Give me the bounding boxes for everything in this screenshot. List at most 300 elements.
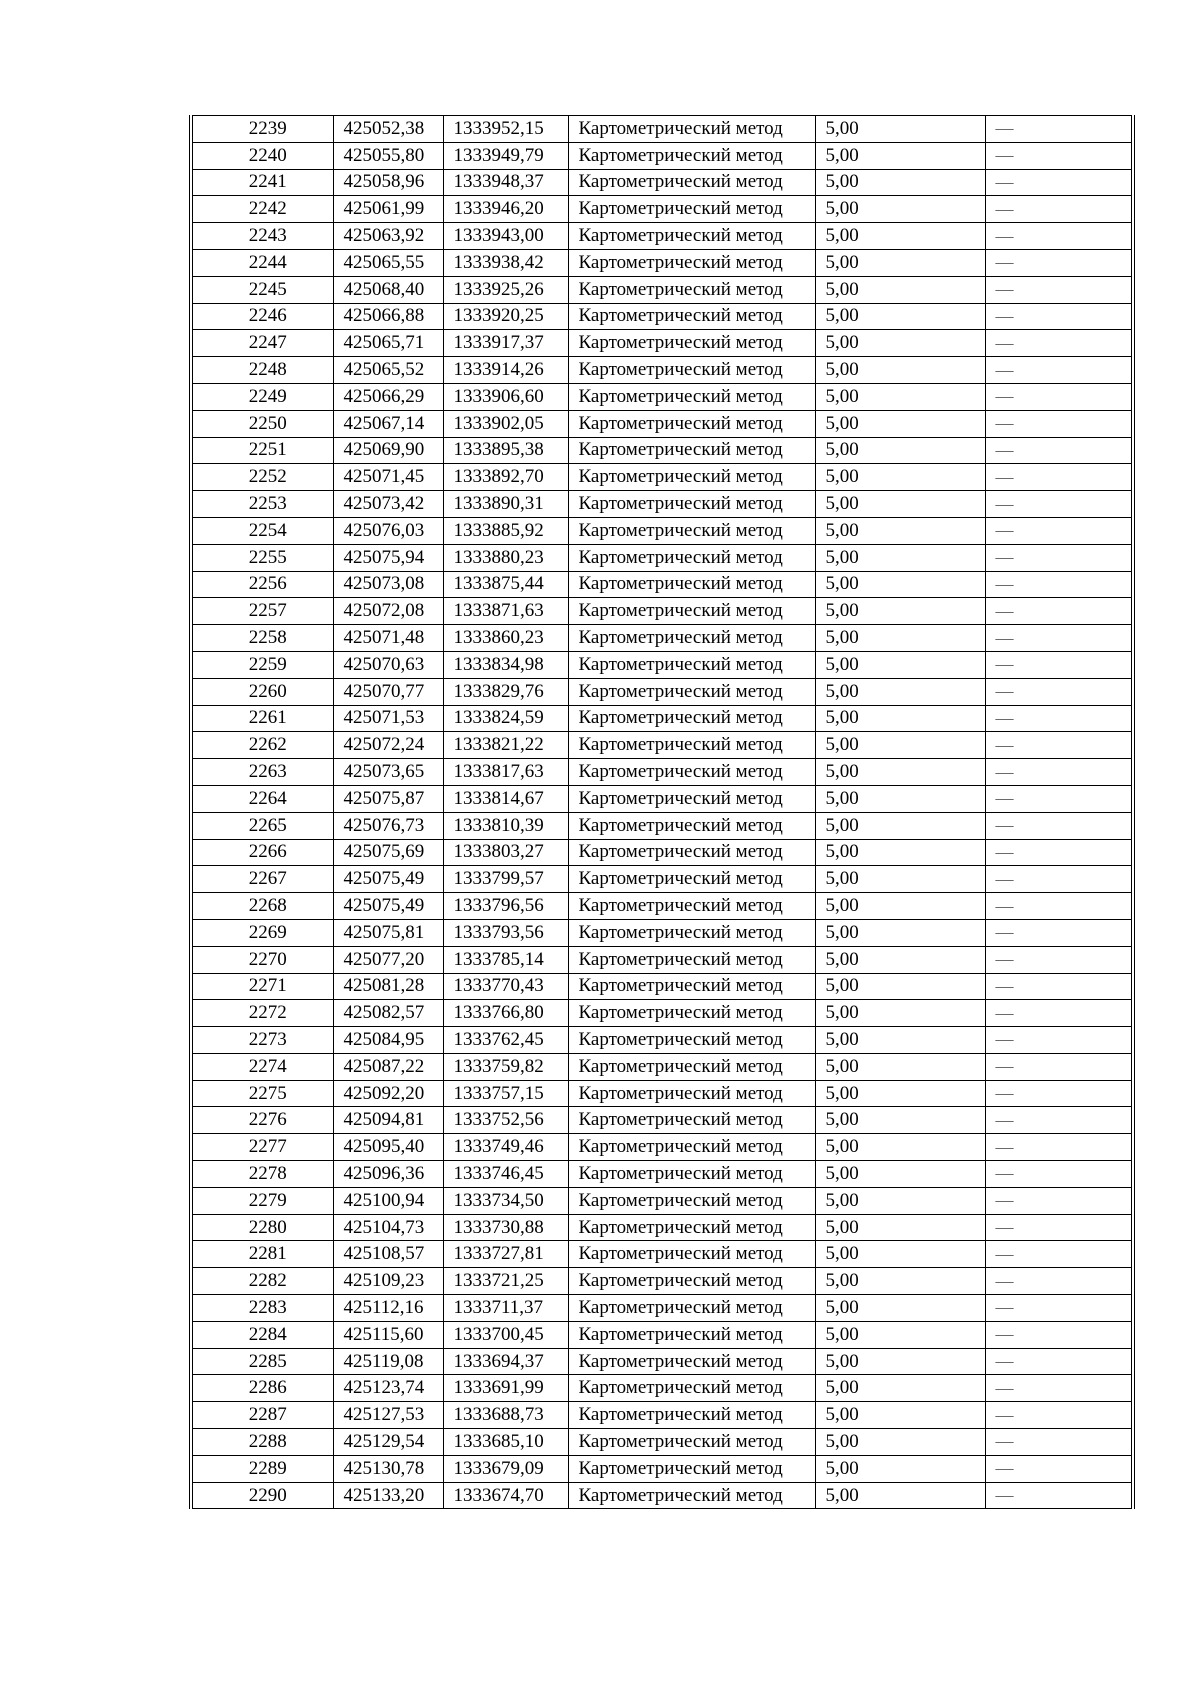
description-cell <box>985 705 1133 732</box>
accuracy-cell: 5,00 <box>815 544 985 571</box>
x-coordinate-cell: 425115,60 <box>333 1321 443 1348</box>
dash-text: — <box>995 1083 1014 1104</box>
point-number-cell: 2262 <box>191 732 333 759</box>
x-coordinate-cell: 425073,65 <box>333 759 443 786</box>
dash-text: — <box>995 332 1014 353</box>
x-coordinate-cell: 425066,29 <box>333 383 443 410</box>
point-number-cell: 2258 <box>191 625 333 652</box>
point-number-cell: 2263 <box>191 759 333 786</box>
accuracy-cell: 5,00 <box>815 491 985 518</box>
y-coordinate-cell: 1333890,31 <box>443 491 568 518</box>
table-row <box>191 732 1133 759</box>
table-row <box>191 946 1133 973</box>
y-coordinate-cell: 1333902,05 <box>443 410 568 437</box>
description-cell <box>985 651 1133 678</box>
description-cell <box>985 357 1133 384</box>
method-cell: Картометрический метод <box>568 973 815 1000</box>
accuracy-cell: 5,00 <box>815 1080 985 1107</box>
dash-text: — <box>995 734 1014 755</box>
table-row <box>191 276 1133 303</box>
table-row <box>191 1348 1133 1375</box>
accuracy-cell: 5,00 <box>815 1321 985 1348</box>
table-row <box>191 116 1133 143</box>
coordinates-table-body <box>191 116 1133 1509</box>
x-coordinate-cell: 425096,36 <box>333 1161 443 1188</box>
table-row <box>191 1187 1133 1214</box>
method-cell: Картометрический метод <box>568 1268 815 1295</box>
x-coordinate-cell: 425075,49 <box>333 893 443 920</box>
y-coordinate-cell: 1333700,45 <box>443 1321 568 1348</box>
description-cell <box>985 1053 1133 1080</box>
accuracy-cell: 5,00 <box>815 893 985 920</box>
table-row <box>191 437 1133 464</box>
point-number-cell: 2265 <box>191 812 333 839</box>
point-number-cell: 2261 <box>191 705 333 732</box>
table-row <box>191 759 1133 786</box>
table-row <box>191 598 1133 625</box>
accuracy-cell: 5,00 <box>815 651 985 678</box>
point-number-cell: 2282 <box>191 1268 333 1295</box>
description-cell <box>985 785 1133 812</box>
accuracy-cell: 5,00 <box>815 196 985 223</box>
point-number-cell: 2281 <box>191 1241 333 1268</box>
accuracy-cell: 5,00 <box>815 571 985 598</box>
y-coordinate-cell: 1333885,92 <box>443 517 568 544</box>
point-number-cell: 2266 <box>191 839 333 866</box>
y-coordinate-cell: 1333860,23 <box>443 625 568 652</box>
method-cell: Картометрический метод <box>568 678 815 705</box>
point-number-cell: 2275 <box>191 1080 333 1107</box>
point-number-cell: 2267 <box>191 866 333 893</box>
point-number-cell: 2259 <box>191 651 333 678</box>
accuracy-cell: 5,00 <box>815 866 985 893</box>
x-coordinate-cell: 425123,74 <box>333 1375 443 1402</box>
dash-text: — <box>995 1351 1014 1372</box>
point-number-cell: 2245 <box>191 276 333 303</box>
x-coordinate-cell: 425071,45 <box>333 464 443 491</box>
accuracy-cell: 5,00 <box>815 357 985 384</box>
dash-text: — <box>995 1056 1014 1077</box>
x-coordinate-cell: 425072,24 <box>333 732 443 759</box>
method-cell: Картометрический метод <box>568 1214 815 1241</box>
x-coordinate-cell: 425070,77 <box>333 678 443 705</box>
accuracy-cell: 5,00 <box>815 759 985 786</box>
accuracy-cell: 5,00 <box>815 169 985 196</box>
x-coordinate-cell: 425066,88 <box>333 303 443 330</box>
point-number-cell: 2277 <box>191 1134 333 1161</box>
method-cell: Картометрический метод <box>568 812 815 839</box>
description-cell <box>985 196 1133 223</box>
dash-text: — <box>995 225 1014 246</box>
table-row <box>191 919 1133 946</box>
y-coordinate-cell: 1333821,22 <box>443 732 568 759</box>
description-cell <box>985 169 1133 196</box>
table-row <box>191 651 1133 678</box>
description-cell <box>985 1375 1133 1402</box>
x-coordinate-cell: 425065,55 <box>333 249 443 276</box>
table-row <box>191 1214 1133 1241</box>
table-row <box>191 1455 1133 1482</box>
y-coordinate-cell: 1333766,80 <box>443 1000 568 1027</box>
accuracy-cell: 5,00 <box>815 1482 985 1509</box>
description-cell <box>985 1027 1133 1054</box>
x-coordinate-cell: 425065,71 <box>333 330 443 357</box>
description-cell <box>985 919 1133 946</box>
accuracy-cell: 5,00 <box>815 464 985 491</box>
x-coordinate-cell: 425104,73 <box>333 1214 443 1241</box>
dash-text: — <box>995 145 1014 166</box>
y-coordinate-cell: 1333785,14 <box>443 946 568 973</box>
table-row <box>191 410 1133 437</box>
x-coordinate-cell: 425133,20 <box>333 1482 443 1509</box>
method-cell: Картометрический метод <box>568 1375 815 1402</box>
accuracy-cell: 5,00 <box>815 116 985 143</box>
table-row <box>191 1375 1133 1402</box>
point-number-cell: 2256 <box>191 571 333 598</box>
y-coordinate-cell: 1333793,56 <box>443 919 568 946</box>
method-cell: Картометрический метод <box>568 1000 815 1027</box>
accuracy-cell: 5,00 <box>815 1027 985 1054</box>
x-coordinate-cell: 425127,53 <box>333 1402 443 1429</box>
y-coordinate-cell: 1333803,27 <box>443 839 568 866</box>
dash-text: — <box>995 573 1014 594</box>
description-cell <box>985 571 1133 598</box>
dash-text: — <box>995 654 1014 675</box>
dash-text: — <box>995 627 1014 648</box>
method-cell: Картометрический метод <box>568 517 815 544</box>
accuracy-cell: 5,00 <box>815 839 985 866</box>
y-coordinate-cell: 1333674,70 <box>443 1482 568 1509</box>
accuracy-cell: 5,00 <box>815 517 985 544</box>
table-row <box>191 1107 1133 1134</box>
description-cell <box>985 732 1133 759</box>
y-coordinate-cell: 1333914,26 <box>443 357 568 384</box>
y-coordinate-cell: 1333685,10 <box>443 1429 568 1456</box>
dash-text: — <box>995 600 1014 621</box>
x-coordinate-cell: 425070,63 <box>333 651 443 678</box>
accuracy-cell: 5,00 <box>815 1375 985 1402</box>
description-cell <box>985 276 1133 303</box>
table-row <box>191 1321 1133 1348</box>
table-row <box>191 1053 1133 1080</box>
y-coordinate-cell: 1333952,15 <box>443 116 568 143</box>
accuracy-cell: 5,00 <box>815 919 985 946</box>
y-coordinate-cell: 1333824,59 <box>443 705 568 732</box>
method-cell: Картометрический метод <box>568 785 815 812</box>
method-cell: Картометрический метод <box>568 598 815 625</box>
description-cell <box>985 1107 1133 1134</box>
y-coordinate-cell: 1333917,37 <box>443 330 568 357</box>
point-number-cell: 2247 <box>191 330 333 357</box>
accuracy-cell: 5,00 <box>815 1187 985 1214</box>
description-cell <box>985 1402 1133 1429</box>
point-number-cell: 2271 <box>191 973 333 1000</box>
point-number-cell: 2248 <box>191 357 333 384</box>
dash-text: — <box>995 707 1014 728</box>
accuracy-cell: 5,00 <box>815 410 985 437</box>
point-number-cell: 2254 <box>191 517 333 544</box>
x-coordinate-cell: 425112,16 <box>333 1295 443 1322</box>
accuracy-cell: 5,00 <box>815 625 985 652</box>
method-cell: Картометрический метод <box>568 919 815 946</box>
dash-text: — <box>995 1458 1014 1479</box>
point-number-cell: 2269 <box>191 919 333 946</box>
table-row <box>191 249 1133 276</box>
accuracy-cell: 5,00 <box>815 1053 985 1080</box>
method-cell: Картометрический метод <box>568 330 815 357</box>
point-number-cell: 2285 <box>191 1348 333 1375</box>
table-row <box>191 1241 1133 1268</box>
x-coordinate-cell: 425061,99 <box>333 196 443 223</box>
x-coordinate-cell: 425055,80 <box>333 142 443 169</box>
y-coordinate-cell: 1333920,25 <box>443 303 568 330</box>
accuracy-cell: 5,00 <box>815 330 985 357</box>
point-number-cell: 2268 <box>191 893 333 920</box>
table-row <box>191 678 1133 705</box>
x-coordinate-cell: 425095,40 <box>333 1134 443 1161</box>
y-coordinate-cell: 1333730,88 <box>443 1214 568 1241</box>
x-coordinate-cell: 425071,53 <box>333 705 443 732</box>
table-row <box>191 383 1133 410</box>
x-coordinate-cell: 425077,20 <box>333 946 443 973</box>
y-coordinate-cell: 1333948,37 <box>443 169 568 196</box>
method-cell: Картометрический метод <box>568 1107 815 1134</box>
method-cell: Картометрический метод <box>568 1455 815 1482</box>
y-coordinate-cell: 1333871,63 <box>443 598 568 625</box>
description-cell <box>985 759 1133 786</box>
y-coordinate-cell: 1333762,45 <box>443 1027 568 1054</box>
description-cell <box>985 812 1133 839</box>
x-coordinate-cell: 425094,81 <box>333 1107 443 1134</box>
method-cell: Картометрический метод <box>568 1027 815 1054</box>
x-coordinate-cell: 425087,22 <box>333 1053 443 1080</box>
description-cell <box>985 1080 1133 1107</box>
dash-text: — <box>995 1190 1014 1211</box>
y-coordinate-cell: 1333721,25 <box>443 1268 568 1295</box>
method-cell: Картометрический метод <box>568 1402 815 1429</box>
y-coordinate-cell: 1333949,79 <box>443 142 568 169</box>
dash-text: — <box>995 1109 1014 1130</box>
method-cell: Картометрический метод <box>568 759 815 786</box>
point-number-cell: 2278 <box>191 1161 333 1188</box>
x-coordinate-cell: 425075,87 <box>333 785 443 812</box>
y-coordinate-cell: 1333770,43 <box>443 973 568 1000</box>
method-cell: Картометрический метод <box>568 571 815 598</box>
dash-text: — <box>995 520 1014 541</box>
x-coordinate-cell: 425130,78 <box>333 1455 443 1482</box>
dash-text: — <box>995 922 1014 943</box>
table-row <box>191 973 1133 1000</box>
accuracy-cell: 5,00 <box>815 1348 985 1375</box>
x-coordinate-cell: 425075,94 <box>333 544 443 571</box>
x-coordinate-cell: 425084,95 <box>333 1027 443 1054</box>
description-cell <box>985 1295 1133 1322</box>
dash-text: — <box>995 359 1014 380</box>
description-cell <box>985 839 1133 866</box>
method-cell: Картометрический метод <box>568 1187 815 1214</box>
y-coordinate-cell: 1333691,99 <box>443 1375 568 1402</box>
table-row <box>191 571 1133 598</box>
accuracy-cell: 5,00 <box>815 383 985 410</box>
dash-text: — <box>995 841 1014 862</box>
description-cell <box>985 1187 1133 1214</box>
point-number-cell: 2246 <box>191 303 333 330</box>
y-coordinate-cell: 1333711,37 <box>443 1295 568 1322</box>
point-number-cell: 2273 <box>191 1027 333 1054</box>
table-row <box>191 1482 1133 1509</box>
accuracy-cell: 5,00 <box>815 1000 985 1027</box>
y-coordinate-cell: 1333694,37 <box>443 1348 568 1375</box>
dash-text: — <box>995 198 1014 219</box>
y-coordinate-cell: 1333925,26 <box>443 276 568 303</box>
table-row <box>191 1268 1133 1295</box>
point-number-cell: 2257 <box>191 598 333 625</box>
accuracy-cell: 5,00 <box>815 785 985 812</box>
point-number-cell: 2283 <box>191 1295 333 1322</box>
dash-text: — <box>995 493 1014 514</box>
dash-text: — <box>995 118 1014 139</box>
dash-text: — <box>995 413 1014 434</box>
y-coordinate-cell: 1333799,57 <box>443 866 568 893</box>
y-coordinate-cell: 1333757,15 <box>443 1080 568 1107</box>
x-coordinate-cell: 425109,23 <box>333 1268 443 1295</box>
description-cell <box>985 383 1133 410</box>
dash-text: — <box>995 547 1014 568</box>
accuracy-cell: 5,00 <box>815 1295 985 1322</box>
method-cell: Картометрический метод <box>568 1241 815 1268</box>
method-cell: Картометрический метод <box>568 732 815 759</box>
table-row <box>191 839 1133 866</box>
accuracy-cell: 5,00 <box>815 1429 985 1456</box>
table-row <box>191 303 1133 330</box>
description-cell <box>985 517 1133 544</box>
y-coordinate-cell: 1333906,60 <box>443 383 568 410</box>
method-cell: Картометрический метод <box>568 705 815 732</box>
dash-text: — <box>995 386 1014 407</box>
method-cell: Картометрический метод <box>568 276 815 303</box>
x-coordinate-cell: 425129,54 <box>333 1429 443 1456</box>
description-cell <box>985 1134 1133 1161</box>
accuracy-cell: 5,00 <box>815 1455 985 1482</box>
description-cell <box>985 1161 1133 1188</box>
point-number-cell: 2280 <box>191 1214 333 1241</box>
x-coordinate-cell: 425075,49 <box>333 866 443 893</box>
dash-text: — <box>995 305 1014 326</box>
dash-text: — <box>995 1163 1014 1184</box>
table-row <box>191 785 1133 812</box>
method-cell: Картометрический метод <box>568 142 815 169</box>
method-cell: Картометрический метод <box>568 249 815 276</box>
x-coordinate-cell: 425052,38 <box>333 116 443 143</box>
method-cell: Картометрический метод <box>568 357 815 384</box>
table-row <box>191 1027 1133 1054</box>
method-cell: Картометрический метод <box>568 1161 815 1188</box>
y-coordinate-cell: 1333938,42 <box>443 249 568 276</box>
table-row <box>191 491 1133 518</box>
accuracy-cell: 5,00 <box>815 249 985 276</box>
table-row <box>191 1402 1133 1429</box>
y-coordinate-cell: 1333880,23 <box>443 544 568 571</box>
accuracy-cell: 5,00 <box>815 142 985 169</box>
method-cell: Картометрический метод <box>568 1295 815 1322</box>
description-cell <box>985 1348 1133 1375</box>
description-cell <box>985 946 1133 973</box>
method-cell: Картометрический метод <box>568 1053 815 1080</box>
accuracy-cell: 5,00 <box>815 598 985 625</box>
table-row <box>191 1134 1133 1161</box>
dash-text: — <box>995 1324 1014 1345</box>
point-number-cell: 2244 <box>191 249 333 276</box>
point-number-cell: 2255 <box>191 544 333 571</box>
accuracy-cell: 5,00 <box>815 1134 985 1161</box>
point-number-cell: 2240 <box>191 142 333 169</box>
dash-text: — <box>995 1431 1014 1452</box>
method-cell: Картометрический метод <box>568 1429 815 1456</box>
method-cell: Картометрический метод <box>568 116 815 143</box>
accuracy-cell: 5,00 <box>815 437 985 464</box>
dash-text: — <box>995 1029 1014 1050</box>
description-cell <box>985 893 1133 920</box>
description-cell <box>985 625 1133 652</box>
description-cell <box>985 1000 1133 1027</box>
dash-text: — <box>995 868 1014 889</box>
method-cell: Картометрический метод <box>568 464 815 491</box>
y-coordinate-cell: 1333679,09 <box>443 1455 568 1482</box>
description-cell <box>985 1482 1133 1509</box>
x-coordinate-cell: 425082,57 <box>333 1000 443 1027</box>
x-coordinate-cell: 425072,08 <box>333 598 443 625</box>
accuracy-cell: 5,00 <box>815 223 985 250</box>
description-cell <box>985 1241 1133 1268</box>
table-row <box>191 1429 1133 1456</box>
point-number-cell: 2251 <box>191 437 333 464</box>
description-cell <box>985 491 1133 518</box>
y-coordinate-cell: 1333814,67 <box>443 785 568 812</box>
method-cell: Картометрический метод <box>568 196 815 223</box>
y-coordinate-cell: 1333946,20 <box>443 196 568 223</box>
y-coordinate-cell: 1333752,56 <box>443 1107 568 1134</box>
accuracy-cell: 5,00 <box>815 276 985 303</box>
description-cell <box>985 598 1133 625</box>
table-row <box>191 464 1133 491</box>
point-number-cell: 2252 <box>191 464 333 491</box>
y-coordinate-cell: 1333688,73 <box>443 1402 568 1429</box>
x-coordinate-cell: 425119,08 <box>333 1348 443 1375</box>
table-row <box>191 517 1133 544</box>
point-number-cell: 2279 <box>191 1187 333 1214</box>
x-coordinate-cell: 425065,52 <box>333 357 443 384</box>
accuracy-cell: 5,00 <box>815 1161 985 1188</box>
dash-text: — <box>995 975 1014 996</box>
table-row <box>191 196 1133 223</box>
point-number-cell: 2274 <box>191 1053 333 1080</box>
method-cell: Картометрический метод <box>568 893 815 920</box>
dash-text: — <box>995 1136 1014 1157</box>
x-coordinate-cell: 425076,03 <box>333 517 443 544</box>
y-coordinate-cell: 1333759,82 <box>443 1053 568 1080</box>
dash-text: — <box>995 252 1014 273</box>
y-coordinate-cell: 1333829,76 <box>443 678 568 705</box>
x-coordinate-cell: 425075,81 <box>333 919 443 946</box>
description-cell <box>985 1321 1133 1348</box>
dash-text: — <box>995 949 1014 970</box>
x-coordinate-cell: 425075,69 <box>333 839 443 866</box>
description-cell <box>985 866 1133 893</box>
dash-text: — <box>995 788 1014 809</box>
method-cell: Картометрический метод <box>568 544 815 571</box>
accuracy-cell: 5,00 <box>815 705 985 732</box>
point-number-cell: 2242 <box>191 196 333 223</box>
